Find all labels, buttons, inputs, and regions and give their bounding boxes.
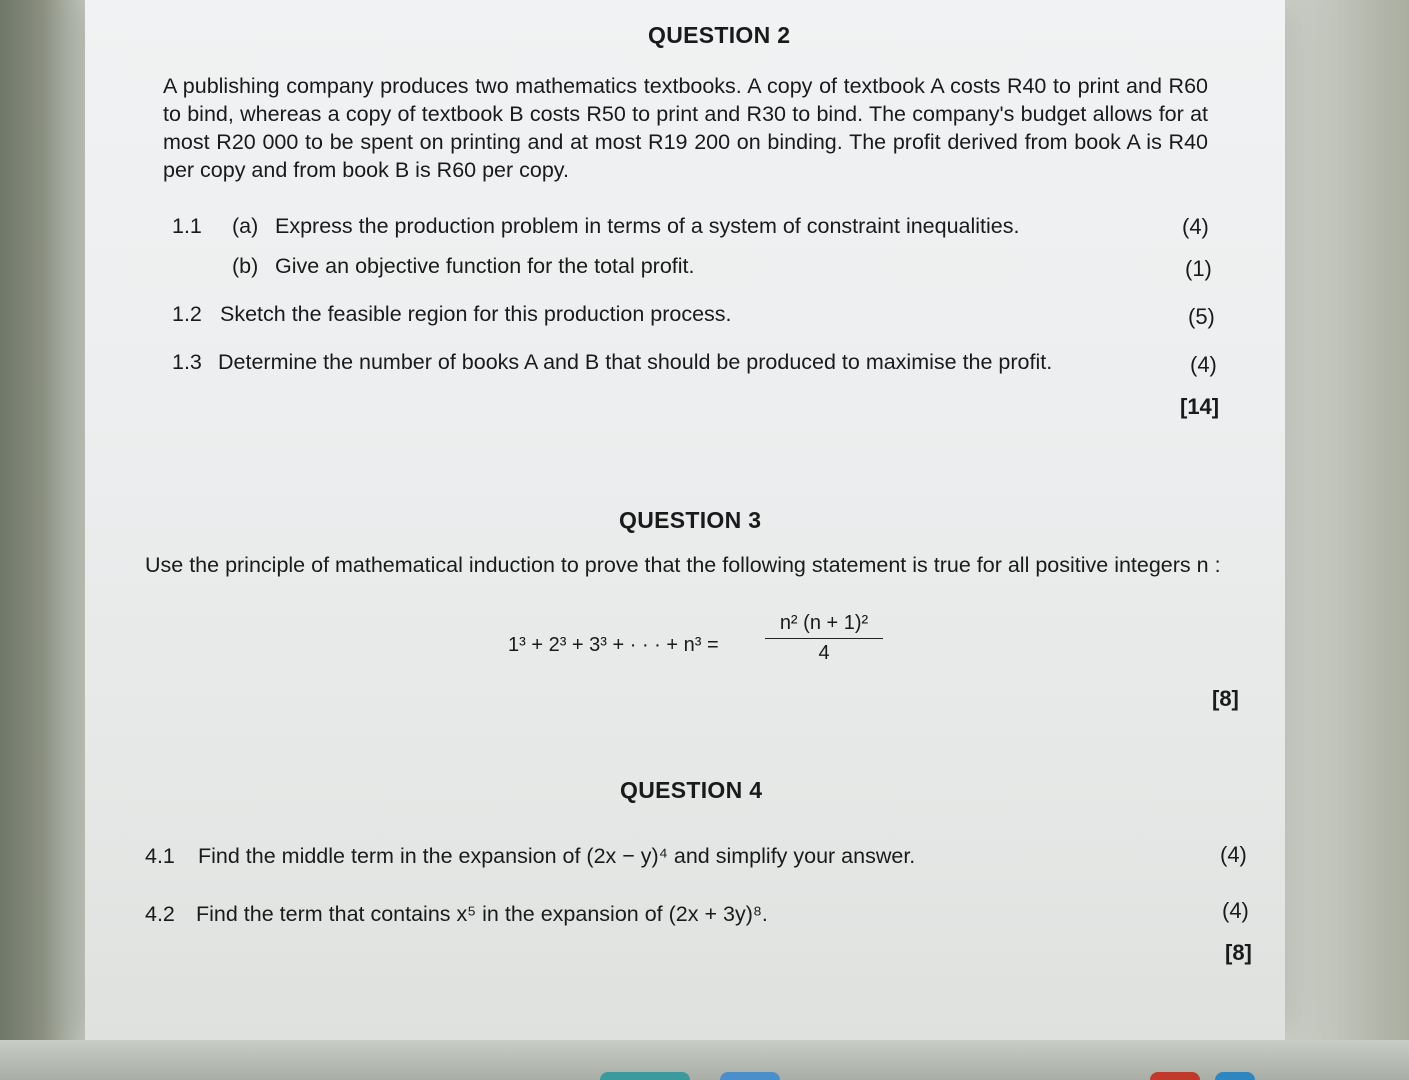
item-text: Determine the number of books A and B that should be produced to maximise the profit. <box>218 350 1053 374</box>
equation-denominator: 4 <box>818 642 830 664</box>
question-2-title: QUESTION 2 <box>648 22 791 48</box>
item-part: (b) <box>232 254 259 278</box>
item-number: 4.2 <box>145 902 175 926</box>
item-marks: (4) <box>1222 898 1249 923</box>
item-number: 4.1 <box>145 844 175 868</box>
equation-lhs: 1³ + 2³ + 3³ + · · · + n³ = <box>508 634 719 656</box>
item-marks: (4) <box>1190 352 1217 377</box>
item-marks: (1) <box>1185 256 1212 281</box>
item-marks: (4) <box>1182 214 1209 239</box>
item-text: Express the production problem in terms of a system of constraint inequalities. <box>275 214 1020 238</box>
item-number: 1.1 <box>172 214 202 238</box>
item-number: 1.3 <box>172 350 202 374</box>
question-2-total: [14] <box>1180 394 1220 419</box>
desk-edge <box>0 1040 1409 1080</box>
equation-fraction <box>765 612 883 665</box>
question-2-intro: A publishing company produces two mathematics textbooks. A copy of textbook A costs R40 to print and R60 to bind, whereas a copy of textbook B costs R50 to print and R30 to bind. The company's budget allows for at most R20 000 to be spent on printing and at most R19 200 on binding. The profit derived from book A is R40 per copy and from book B is R60 per copy. <box>163 74 1208 182</box>
equation-numerator: n² (n + 1)² <box>779 612 869 634</box>
taskbar-icon <box>1215 1072 1255 1080</box>
question-3-title: QUESTION 3 <box>619 507 762 533</box>
item-marks: (5) <box>1188 304 1215 329</box>
item-text: Sketch the feasible region for this production process. <box>220 302 732 326</box>
taskbar-icon <box>720 1072 780 1080</box>
question-3-intro: Use the principle of mathematical induction to prove that the following statement is true for all positive integers n : <box>145 553 1221 577</box>
item-number: 1.2 <box>172 302 202 326</box>
item-part: (a) <box>232 214 259 238</box>
taskbar-icon <box>1150 1072 1200 1080</box>
item-text: Give an objective function for the total profit. <box>275 254 695 278</box>
question-4-total: [8] <box>1225 940 1252 965</box>
question-4-title: QUESTION 4 <box>620 777 763 803</box>
item-text: Find the term that contains x⁵ in the expansion of (2x + 3y)⁸. <box>196 902 768 926</box>
fraction-bar <box>765 638 883 639</box>
taskbar-icon <box>600 1072 690 1080</box>
item-text: Find the middle term in the expansion of (2x − y)⁴ and simplify your answer. <box>198 844 916 868</box>
question-3-total: [8] <box>1212 686 1239 711</box>
item-marks: (4) <box>1220 842 1247 867</box>
